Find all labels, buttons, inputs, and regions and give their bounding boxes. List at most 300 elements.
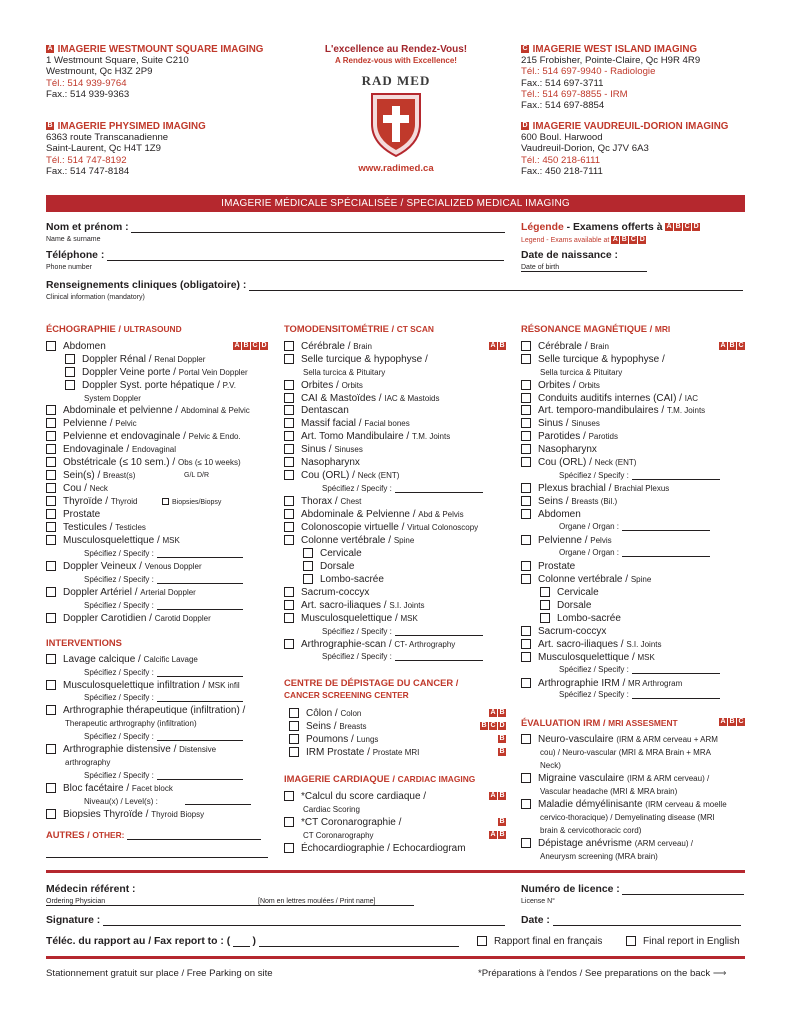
ct-checkbox[interactable] [303,548,313,558]
mri-checkbox[interactable] [540,587,550,597]
ultrasound-checkbox[interactable] [65,367,75,377]
venous-specify-field[interactable] [84,575,243,584]
letter-d-badge: D [693,223,699,231]
site-letter-b: B [47,122,53,130]
footer-divider-2 [46,956,745,959]
specify-input-line[interactable] [157,575,243,584]
item-label: Maladie démyélinisante [538,799,646,810]
ultrasound-sein-s[interactable] [46,470,135,482]
mri-eval-depistage-anevrisme[interactable] [521,838,693,850]
license-field[interactable] [521,884,746,895]
mri-pelvienne[interactable] [521,535,612,547]
mri-seins[interactable] [521,496,617,508]
mri-checkbox[interactable] [521,393,531,403]
specify-input-line[interactable] [157,668,243,677]
section-banner: IMAGERIE MÉDICALE SPÉCIALISÉE / SPECIALIZED MEDICAL IMAGING [46,195,745,212]
mri-checkbox[interactable] [521,483,531,493]
ct-neck-specify-field[interactable] [322,484,483,493]
ct-checkbox[interactable] [284,431,294,441]
ultrasound-checkbox[interactable] [46,509,56,519]
ultrasound-cou[interactable] [46,483,108,495]
item-label: Cou / [63,483,90,494]
mri-arthrographie-irm[interactable] [521,678,682,690]
mri-eval-maladie-demyelinisante[interactable] [521,799,727,811]
mri-availability [719,341,746,352]
ct-checkbox[interactable] [284,470,294,480]
item-label: Art. sacro-iliaques / [538,639,627,650]
ultrasound-checkbox[interactable] [46,496,56,506]
intervention-biopsies-thyroide[interactable] [46,809,204,821]
item-sublabel: IAC [684,394,699,403]
level-input-line[interactable] [185,796,251,805]
intervention-checkbox[interactable] [46,680,56,690]
mri-checkbox[interactable] [521,626,531,636]
legend-label: Légende [521,222,564,233]
cancer-poumons[interactable] [289,734,378,746]
intervention-bloc-facetaire[interactable] [46,783,173,795]
ultrasound-checkbox[interactable] [65,354,75,364]
mri-checkbox[interactable] [521,341,531,351]
other-label-fr: AUTRES / [46,829,93,840]
item-sublabel: Distensive [179,745,217,754]
letter-a-badge: A [490,792,496,800]
other-field[interactable] [46,829,261,840]
mri-assessment-title [521,717,678,728]
mri-checkbox[interactable] [540,600,550,610]
cardiac-checkbox[interactable] [284,791,294,801]
ct-msk-specify-field[interactable] [322,627,483,636]
ct-selle-turcique-hypophyse[interactable] [284,354,428,366]
ct-massif-facial[interactable] [284,418,410,430]
intervention-checkbox[interactable] [46,809,56,819]
date-field[interactable] [521,915,746,926]
final-report-en-checkbox[interactable] [626,936,636,946]
mri-plexus-brachial[interactable] [521,483,669,495]
item-label: Cervicale [320,548,362,559]
ultrasound-pelvienne-et-endovaginale[interactable] [46,431,241,443]
intervention-checkbox[interactable] [46,705,56,715]
ultrasound-checkbox[interactable] [46,418,56,428]
ultrasound-title [46,323,182,334]
item-label: Sacrum-coccyx [538,626,607,637]
arterial-specify-field[interactable] [84,601,243,610]
ultrasound-prostate[interactable] [46,509,100,521]
mri-eval-checkbox[interactable] [521,799,531,809]
item-label: Doppler Veine porte / [82,367,179,378]
ultrasound-checkbox[interactable] [46,561,56,571]
mri-orbites[interactable] [521,380,600,392]
mri-dorsale[interactable] [540,600,591,612]
item-label: Migraine vasculaire [538,773,627,784]
mri-checkbox[interactable] [521,496,531,506]
mri-eval-migraine-vasculaire[interactable] [521,773,709,785]
specify-input-line[interactable] [632,690,720,699]
name-field[interactable] [46,222,506,233]
letter-b-badge: B [675,223,681,231]
ct-dentascan[interactable] [284,405,349,417]
ct-checkbox[interactable] [284,496,294,506]
item-sublabel: IAC & Mastoids [384,394,440,403]
mri-assessment-title-fr: ÉVALUATION IRM / [521,717,609,728]
availability-badges [480,721,507,732]
mri-checkbox[interactable] [521,444,531,454]
name-input-line[interactable] [131,222,505,233]
item-label: Abdominale & Pelvienne / [301,509,419,520]
ct-checkbox[interactable] [284,509,294,519]
ultrasound-checkbox[interactable] [46,522,56,532]
ultrasound-doppler-veine-porte[interactable] [65,367,248,379]
clinical-label: Renseignements cliniques (obligatoire) : [46,280,247,291]
ct-thorax[interactable] [284,496,361,508]
item-sublabel: Pelvic & Endo. [188,432,241,441]
ct-arthrographie-scan[interactable] [284,639,455,651]
item-sublabel: T.M. Joints [411,432,451,441]
letter-b-badge: B [499,735,505,743]
ct-cervicale[interactable] [303,548,362,560]
arthro-specify-field[interactable] [84,732,243,741]
mri-checkbox[interactable] [521,561,531,571]
mri-checkbox[interactable] [521,380,531,390]
intervention-checkbox[interactable] [46,783,56,793]
site-fax: Fax.: 450 218-7111 [521,165,603,177]
specify-input-line[interactable] [157,601,243,610]
fax-area-code-line[interactable] [233,936,250,947]
ct-checkbox[interactable] [284,341,294,351]
mri-pelvis-organ-field[interactable] [559,548,710,557]
item-label: Cérébrale / [301,341,354,352]
cancer-irm-prostate[interactable] [289,747,419,759]
item-label: Cou (ORL) / [538,457,595,468]
ct-checkbox[interactable] [284,639,294,649]
ct-cerebrale[interactable] [284,341,372,353]
mri-conduits-auditifs-internes-cai[interactable] [521,393,698,405]
specify-label: Organe / Organ : [559,522,620,531]
ct-lombo-sacree[interactable] [303,574,384,586]
letter-a-badge: A [490,342,496,350]
fax-number-line[interactable] [259,936,459,947]
specify-input-line[interactable] [157,732,243,741]
site-vaudreuil [521,121,751,177]
ultrasound-checkbox[interactable] [46,405,56,415]
item-sublabel: Colon [340,709,362,718]
final-report-fr-checkbox[interactable] [477,936,487,946]
mri-checkbox[interactable] [521,354,531,364]
intervention-arthrographie-distensive[interactable] [46,744,216,756]
site-address: 1 Westmount Square, Suite C210 [46,55,189,67]
item-label: Lavage calcique / [63,654,144,665]
specify-input-line[interactable] [157,549,243,558]
ct-cou-orl[interactable] [284,470,399,482]
ultrasound-doppler-carotidien[interactable] [46,613,211,625]
intervention-checkbox[interactable] [46,744,56,754]
intervention-niveau-x-level-s [84,796,158,808]
phone-field[interactable] [46,250,506,261]
specify-input-line[interactable] [157,693,243,702]
ultrasound-checkbox[interactable] [46,535,56,545]
specify-label: Spécifiez / Specify : [322,652,392,661]
ct-checkbox[interactable] [284,613,294,623]
mri-checkbox[interactable] [521,457,531,467]
biopsy-option[interactable] [162,496,221,507]
mri-sacrum-coccyx[interactable] [521,626,606,638]
mri-parotides[interactable] [521,431,618,443]
abdomen-availability [233,341,269,352]
ultrasound-testicules[interactable] [46,522,146,534]
mri-colonne-vertebrale[interactable] [521,574,651,586]
mri-cou-orl[interactable] [521,457,636,469]
letter-d-badge: D [261,342,267,350]
mri-prostate[interactable] [521,561,575,573]
ultrasound-abdominale-et-pelvienne[interactable] [46,405,250,417]
ct-arthro-specify-field[interactable] [322,652,483,661]
mri-checkbox[interactable] [521,639,531,649]
cardiac-echocardiographie-echocardiogram[interactable] [284,843,466,855]
legend-rest: - Examens offerts à [563,222,663,233]
ultrasound-title-en: ULTRASOUND [123,324,182,334]
mri-eval-checkbox[interactable] [521,838,531,848]
item-label: Thyroïde / [63,496,111,507]
specify-input-line[interactable] [395,652,483,661]
mri-abdomen[interactable] [521,509,581,521]
ultrasound-checkbox[interactable] [46,483,56,493]
item-sublabel: Sella turcica & Pituitary [540,368,623,377]
mri-checkbox[interactable] [521,418,531,428]
date-input-line[interactable] [553,915,741,926]
item-label: Conduits auditifs internes (CAI) / [538,393,685,404]
clinical-input-line[interactable] [249,280,743,291]
specify-input-line[interactable] [395,484,483,493]
cardiac-checkbox[interactable] [284,843,294,853]
ct-checkbox[interactable] [284,405,294,415]
item-sublabel: MSK [637,653,655,662]
ct-orbites[interactable] [284,380,363,392]
ultrasound-checkbox[interactable] [46,341,56,351]
mri-arthro-specify-field[interactable] [559,690,720,699]
ct-checkbox[interactable] [284,457,294,467]
ultrasound-checkbox[interactable] [46,613,56,623]
mri-eval-checkbox[interactable] [521,734,531,744]
ct-checkbox[interactable] [284,587,294,597]
phone-input-line[interactable] [107,250,504,261]
mri-lombo-sacree[interactable] [540,613,621,625]
ultrasound-checkbox[interactable] [65,380,75,390]
letter-c-badge: C [738,342,744,350]
final-report-en-option[interactable] [626,936,740,947]
ct-checkbox[interactable] [284,600,294,610]
cardiac-checkbox[interactable] [284,817,294,827]
intervention-musculosquelettique-infiltration[interactable] [46,680,240,692]
ultrasound-abdomen[interactable] [46,341,106,353]
signature-field[interactable] [46,915,506,926]
mri-sella-turcica-pituitary [540,367,622,379]
ct-sacrum-coccyx[interactable] [284,587,369,599]
license-input-line[interactable] [622,884,744,895]
ct-colonoscopie-virtuelle[interactable] [284,522,478,534]
letter-c-badge: C [252,342,258,350]
mri-checkbox[interactable] [521,431,531,441]
mri-checkbox[interactable] [521,574,531,584]
intervention-lavage-calcique[interactable] [46,654,198,666]
specify-input-line[interactable] [157,771,243,780]
final-report-fr-option[interactable] [477,936,602,947]
mri-musculosquelettique[interactable] [521,652,655,664]
site-physimed [46,121,296,177]
item-sublabel: (ARM cerveau) / [634,839,693,848]
ultrasound-doppler-syst-porte-hepatique[interactable] [65,380,236,392]
cancer-seins[interactable] [289,721,366,733]
ultrasound-checkbox[interactable] [46,444,56,454]
item-label: Parotides / [538,431,589,442]
item-sublabel: Chest [340,497,362,506]
specify-input-line[interactable] [622,548,710,557]
cancer-checkbox[interactable] [289,747,299,757]
specify-input-line[interactable] [622,522,710,531]
item-label: Arthrographie-scan / [301,639,395,650]
item-sublabel: cervico-thoracique) / Demyelinating disease (MRI [540,813,715,822]
msk-specify-field[interactable] [84,549,243,558]
ultrasound-pelvienne[interactable] [46,418,137,430]
ultrasound-checkbox[interactable] [46,457,56,467]
item-label: Dorsale [557,600,592,611]
cancer-checkbox[interactable] [289,734,299,744]
site-title: IMAGERIE WESTMOUNT SQUARE IMAGING [57,44,264,55]
cancer-checkbox[interactable] [289,721,299,731]
other-input-line[interactable] [127,830,261,840]
distensive-specify-field[interactable] [84,771,243,780]
item-label: Doppler Artériel / [63,587,141,598]
physician-label: Médecin référent : [46,884,136,895]
mri-checkbox[interactable] [521,405,531,415]
ct-musculosquelettique[interactable] [284,613,418,625]
mri-art-sacro-iliaques[interactable] [521,639,662,651]
item-sublabel: Neck (ENT) [594,458,637,467]
ultrasound-thyroide[interactable] [46,496,138,508]
mri-abdomen-organ-field[interactable] [559,522,710,531]
item-label: Seins / [538,496,572,507]
ct-checkbox[interactable] [284,418,294,428]
mri-sinus[interactable] [521,418,600,430]
ct-checkbox[interactable] [284,535,294,545]
ct-abdominale-pelvienne[interactable] [284,509,464,521]
ultrasound-checkbox[interactable] [46,470,56,480]
ct-art-sacro-iliaques[interactable] [284,600,425,612]
item-sublabel: Obs (≤ 10 weeks) [177,458,241,467]
ct-checkbox[interactable] [284,393,294,403]
site-fax: Fax.: 514 697-3711 [521,77,604,89]
mri-checkbox[interactable] [521,509,531,519]
item-sublabel: (IRM & ARM cerveau + ARM [616,735,718,744]
item-sublabel: MSK [400,614,418,623]
mri-checkbox[interactable] [540,613,550,623]
item-sublabel: Breast(s) [103,471,136,480]
mri-nasopharynx[interactable] [521,444,597,456]
ct-sinus[interactable] [284,444,363,456]
specify-input-line[interactable] [632,665,720,674]
ct-checkbox[interactable] [284,354,294,364]
side-left-right: G/L D/R [184,472,210,479]
biopsy-checkbox[interactable] [162,498,169,505]
ct-checkbox[interactable] [303,561,313,571]
msk-infil-specify-field[interactable] [84,693,243,702]
mri-msk-specify-field[interactable] [559,665,720,674]
item-label: Cou (ORL) / [301,470,358,481]
ct-checkbox[interactable] [303,574,313,584]
availability-badges [498,747,507,758]
item-label: Prostate [63,509,101,520]
item-label: Doppler Carotidien / [63,613,155,624]
item-label: Cervicale [557,587,599,598]
mri-cervicale[interactable] [540,587,599,599]
ct-nasopharynx[interactable] [284,457,360,469]
item-label: Endovaginale / [63,444,132,455]
mri-eval-checkbox[interactable] [521,773,531,783]
letter-b-badge: B [243,342,249,350]
ct-checkbox[interactable] [284,522,294,532]
specify-label: Spécifiez / Specify : [322,627,392,636]
item-label: Dépistage anévrisme [538,838,635,849]
license-label: Numéro de licence : [521,884,620,895]
ultrasound-doppler-arteriel[interactable] [46,587,196,599]
mri-checkbox[interactable] [521,535,531,545]
lavage-specify-field[interactable] [84,668,243,677]
ct-dorsale[interactable] [303,561,354,573]
mri-art-temporo-mandibulaires[interactable] [521,405,705,417]
fax-report-field[interactable] [46,936,476,947]
intervention-checkbox[interactable] [46,654,56,664]
ultrasound-checkbox[interactable] [46,431,56,441]
item-label: Côlon / [306,708,341,719]
website-link[interactable]: www.radimed.ca [358,163,434,174]
cancer-checkbox[interactable] [289,708,299,718]
mri-checkbox[interactable] [521,678,531,688]
mri-checkbox[interactable] [521,652,531,662]
ct-checkbox[interactable] [284,380,294,390]
mri-cerebrale[interactable] [521,341,609,353]
ultrasound-musculosquelettique[interactable] [46,535,180,547]
ct-cai-mastoides[interactable] [284,393,440,405]
mri-selle-turcique-hypophyse[interactable] [521,354,665,366]
item-sublabel: System Doppler [84,394,141,403]
slogan-fr: L'excellence au Rendez-Vous! [324,44,468,55]
mri-eval-neuro-vasculaire[interactable] [521,734,718,746]
signature-input-line[interactable] [103,915,505,926]
ct-art-tomo-mandibulaire[interactable] [284,431,450,443]
specify-label: Spécifiez / Specify : [84,549,154,558]
cardiac-ct-coronarographie[interactable] [284,817,401,829]
ct-checkbox[interactable] [284,444,294,454]
parking-note: Stationnement gratuit sur place / Free Parking on site [46,968,273,979]
ultrasound-checkbox[interactable] [46,587,56,597]
other-input-line-2[interactable] [46,857,268,858]
item-label: Nasopharynx [538,444,597,455]
clinical-field[interactable] [46,280,746,291]
ultrasound-doppler-renal[interactable] [65,354,205,366]
ultrasound-endovaginale[interactable] [46,444,176,456]
dob-sub: Date of birth [521,264,560,271]
specify-input-line[interactable] [395,627,483,636]
other-label-en: OTHER: [92,830,125,840]
item-sublabel: Breasts (Bil.) [571,497,618,506]
intervention-arthrographie-therapeutique-infiltration[interactable] [46,705,245,717]
mri-neck-specify-field[interactable] [559,471,720,480]
site-phone: Tél.: 514 697-8855 - IRM [521,88,628,100]
ct-colonne-vertebrale[interactable] [284,535,414,547]
cancer-colon[interactable] [289,708,361,720]
specify-input-line[interactable] [632,471,720,480]
ultrasound-doppler-veineux[interactable] [46,561,202,573]
cardiac-calcul-du-score-cardiaque[interactable] [284,791,426,803]
ultrasound-obstetricale-10-sem[interactable] [46,457,241,469]
